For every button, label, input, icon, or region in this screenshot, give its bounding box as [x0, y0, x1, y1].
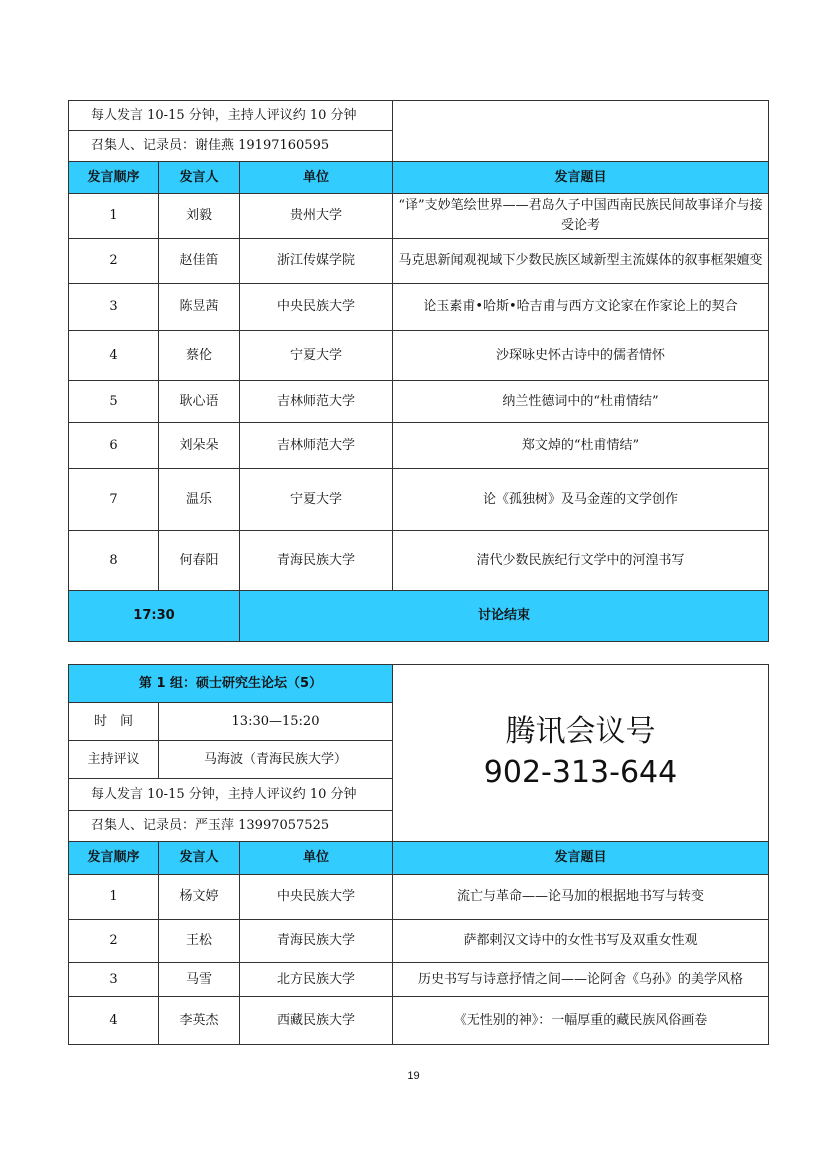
- row-order: 1: [69, 194, 159, 239]
- row-unit: 浙江传媒学院: [240, 239, 393, 284]
- row-speaker: 温乐: [159, 469, 240, 531]
- group-title: 第 1 组：硕士研究生论坛（5）: [69, 665, 393, 703]
- row-speaker: 刘毅: [159, 194, 240, 239]
- header-title: 发言题目: [393, 162, 769, 194]
- header-order: 发言顺序: [69, 162, 159, 194]
- row-unit: 吉林师范大学: [240, 381, 393, 423]
- schedule-table-2: [68, 664, 769, 1045]
- end-row: [69, 591, 769, 642]
- row-unit: 青海民族大学: [240, 531, 393, 591]
- speaking-rule: 每人发言 10-15 分钟，主持人评议约 10 分钟: [69, 779, 393, 811]
- table-row: [69, 469, 769, 531]
- table-row: [69, 531, 769, 591]
- row-unit: 西藏民族大学: [240, 997, 393, 1045]
- convener-info: 召集人、记录员：严玉萍 13997057525: [69, 811, 393, 842]
- row-speaker: 王松: [159, 920, 240, 963]
- row-unit: 青海民族大学: [240, 920, 393, 963]
- time-value: 13:30—15:20: [159, 703, 393, 741]
- row-title: 流亡与革命——论马加的根据地书写与转变: [393, 875, 769, 920]
- table-row: [69, 239, 769, 284]
- row-speaker: 陈昱茜: [159, 284, 240, 331]
- row-unit: 宁夏大学: [240, 331, 393, 381]
- header-order: 发言顺序: [69, 842, 159, 875]
- row-order: 8: [69, 531, 159, 591]
- row-order: 7: [69, 469, 159, 531]
- row-speaker: 耿心语: [159, 381, 240, 423]
- table-row: [69, 381, 769, 423]
- row-unit: 中央民族大学: [240, 875, 393, 920]
- row-title: 萨都剌汉文诗中的女性书写及双重女性观: [393, 920, 769, 963]
- meeting-label: 腾讯会议号: [505, 714, 656, 749]
- table-row: [69, 284, 769, 331]
- row-unit: 中央民族大学: [240, 284, 393, 331]
- schedule-table-1: [68, 100, 769, 642]
- table-row: [69, 963, 769, 997]
- row-speaker: 李英杰: [159, 997, 240, 1045]
- row-unit: 宁夏大学: [240, 469, 393, 531]
- convener-info: 召集人、记录员：谢佳燕 19197160595: [69, 131, 393, 162]
- table-header-row: [69, 842, 769, 875]
- row-order: 5: [69, 381, 159, 423]
- speaking-rule: 每人发言 10-15 分钟，主持人评议约 10 分钟: [69, 101, 393, 131]
- row-unit: 北方民族大学: [240, 963, 393, 997]
- row-title: 《无性别的神》：一幅厚重的藏民族风俗画卷: [393, 997, 769, 1045]
- row-title: “译”支妙笔绘世界——君岛久子中国西南民族民间故事译介与接受论考: [393, 194, 769, 239]
- header-unit: 单位: [240, 842, 393, 875]
- row-title: 论《孤独树》及马金莲的文学创作: [393, 469, 769, 531]
- end-time: 17:30: [69, 591, 240, 642]
- host-value: 马海波（青海民族大学）: [159, 741, 393, 779]
- row-title: 郑文焯的“杜甫情结”: [393, 423, 769, 469]
- table-row: [69, 875, 769, 920]
- blank-cell: [393, 101, 769, 162]
- row-order: 1: [69, 875, 159, 920]
- row-speaker: 杨文婷: [159, 875, 240, 920]
- meeting-info: [393, 665, 769, 842]
- table-row: [69, 194, 769, 239]
- row-order: 4: [69, 997, 159, 1045]
- row-title: 纳兰性德词中的“杜甫情结”: [393, 381, 769, 423]
- host-label: 主持评议: [69, 741, 159, 779]
- table-row: [69, 423, 769, 469]
- header-title: 发言题目: [393, 842, 769, 875]
- end-label: 讨论结束: [240, 591, 769, 642]
- row-speaker: 刘朵朵: [159, 423, 240, 469]
- row-order: 3: [69, 284, 159, 331]
- row-title: 马克思新闻观视域下少数民族区域新型主流媒体的叙事框架嬗变: [393, 239, 769, 284]
- row-title: 历史书写与诗意抒情之间——论阿舍《乌孙》的美学风格: [393, 963, 769, 997]
- header-speaker: 发言人: [159, 162, 240, 194]
- row-speaker: 马雪: [159, 963, 240, 997]
- row-unit: 吉林师范大学: [240, 423, 393, 469]
- row-title: 清代少数民族纪行文学中的河湟书写: [393, 531, 769, 591]
- row-order: 4: [69, 331, 159, 381]
- table-header-row: [69, 162, 769, 194]
- row-title: 沙琛咏史怀古诗中的儒者情怀: [393, 331, 769, 381]
- header-unit: 单位: [240, 162, 393, 194]
- row-title: 论玉素甫•哈斯•哈吉甫与西方文论家在作家论上的契合: [393, 284, 769, 331]
- table-row: [69, 920, 769, 963]
- time-label: 时 间: [69, 703, 159, 741]
- page-number: 19: [407, 1070, 420, 1082]
- row-order: 2: [69, 239, 159, 284]
- row-speaker: 赵佳笛: [159, 239, 240, 284]
- row-unit: 贵州大学: [240, 194, 393, 239]
- table-row: [69, 997, 769, 1045]
- header-speaker: 发言人: [159, 842, 240, 875]
- row-order: 6: [69, 423, 159, 469]
- row-order: 3: [69, 963, 159, 997]
- table-row: [69, 331, 769, 381]
- row-speaker: 何春阳: [159, 531, 240, 591]
- row-order: 2: [69, 920, 159, 963]
- meeting-number: 902-313-644: [483, 755, 678, 790]
- row-speaker: 蔡伦: [159, 331, 240, 381]
